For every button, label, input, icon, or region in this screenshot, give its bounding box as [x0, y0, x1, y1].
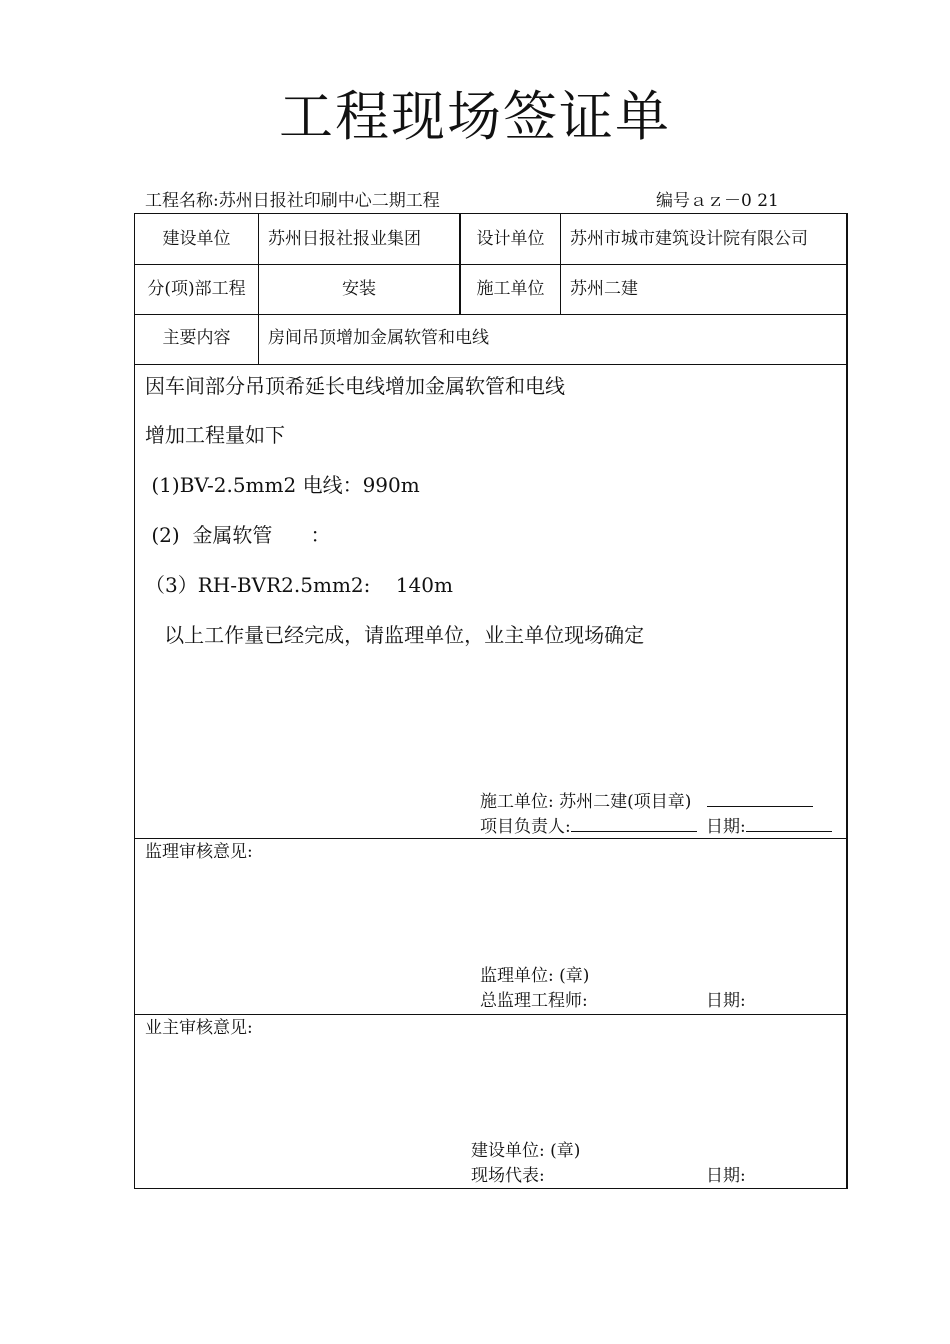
supervisor-opinion-label: 监理审核意见: — [145, 842, 253, 862]
contractor-sign-unit-text: 施工单位: 苏州二建(项目章) — [480, 792, 692, 812]
row-divider — [135, 264, 846, 265]
section-divider — [135, 1014, 846, 1015]
page-title: 工程现场签证单 — [279, 85, 671, 148]
section-divider — [135, 838, 846, 839]
body-line: (1)BV-2.5mm2 电线：990m — [145, 473, 420, 497]
body-line: (2) 金属软管 ： — [145, 523, 331, 547]
supervisor-engineer: 总监理工程师: — [480, 991, 588, 1011]
contractor-sign-unit — [480, 790, 813, 813]
owner-unit: 建设单位: (章) — [471, 1141, 581, 1161]
owner-rep: 现场代表: — [471, 1166, 545, 1186]
row-divider — [135, 364, 846, 365]
signature-line — [571, 815, 697, 832]
supervisor-date: 日期: — [706, 991, 746, 1011]
row-divider — [135, 314, 846, 315]
signature-line — [746, 815, 832, 832]
body-line: 增加工程量如下 — [145, 423, 285, 447]
contractor-sign-manager — [480, 815, 697, 838]
manager-label: 项目负责人: — [480, 817, 571, 837]
content-label: 主要内容 — [162, 328, 231, 348]
contractor-value: 苏州二建 — [570, 279, 638, 299]
supervisor-unit: 监理单位: (章) — [480, 966, 590, 986]
visa-form-table — [134, 213, 848, 1189]
column-divider — [560, 214, 561, 314]
date-label: 日期: — [706, 817, 746, 837]
client-value: 苏州日报社报业集团 — [268, 229, 421, 249]
owner-date: 日期: — [706, 1166, 746, 1186]
owner-opinion-label: 业主审核意见: — [145, 1018, 253, 1038]
subproject-value: 安装 — [342, 279, 376, 299]
subproject-label: 分(项)部工程 — [147, 279, 246, 299]
designer-value: 苏州市城市建筑设计院有限公司 — [570, 229, 808, 249]
body-line: 因车间部分吊顶希延长电线增加金属软管和电线 — [145, 374, 565, 398]
serial-number: 编号ａｚ－0 21 — [656, 191, 779, 211]
client-label: 建设单位 — [162, 229, 231, 249]
contractor-label: 施工单位 — [476, 279, 545, 299]
content-value: 房间吊顶增加金属软管和电线 — [268, 328, 489, 348]
signature-line — [707, 790, 813, 807]
body-line: （3）RH-BVR2.5mm2: 140m — [145, 573, 453, 597]
project-name: 工程名称:苏州日报社印刷中心二期工程 — [145, 191, 440, 211]
body-line: 以上工作量已经完成，请监理单位，业主单位现场确定 — [145, 623, 645, 647]
contractor-sign-date — [706, 815, 832, 838]
designer-label: 设计单位 — [476, 229, 545, 249]
